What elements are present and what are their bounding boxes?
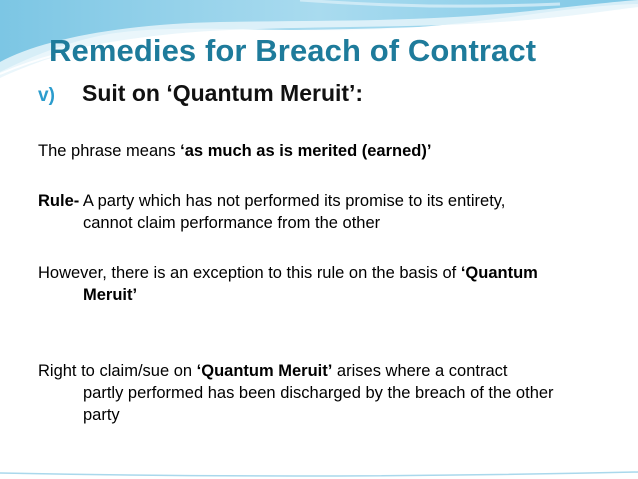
p3-emphasis1: ‘Quantum — [460, 264, 538, 282]
paragraph-right-to-claim — [38, 360, 613, 426]
footer-line-decoration — [0, 471, 638, 479]
p4-emphasis: ‘Quantum Meruit’ — [196, 362, 333, 380]
subtitle-text: Suit on ‘Quantum Meruit’: — [82, 80, 364, 106]
p4-line1-rest: arises where a contract — [332, 362, 508, 380]
paragraph-rule — [38, 190, 613, 234]
p2-bold-label: Rule- — [38, 192, 80, 210]
p4-line3: party — [83, 406, 120, 424]
slide-title: Remedies for Breach of Contract — [49, 33, 537, 68]
paragraph-phrase-meaning — [38, 140, 613, 162]
p1-lead: The phrase means — [38, 142, 181, 160]
p1-emphasis: ‘as much as is merited (earned)’ — [180, 142, 432, 160]
slide-subtitle — [38, 80, 363, 107]
p3-line1: However, there is an exception to this rule on the basis of — [38, 264, 461, 282]
paragraph-exception — [38, 262, 613, 306]
p2-line2: cannot claim performance from the other — [83, 214, 381, 232]
p2-line1: A party which has not performed its promise to its entirety, — [79, 192, 506, 210]
p4-line2: partly performed has been discharged by the breach of the other — [83, 384, 554, 402]
p3-emphasis2: Meruit’ — [83, 286, 138, 304]
list-marker: v) — [38, 85, 55, 106]
p4-lead: Right to claim/sue on — [38, 362, 197, 380]
